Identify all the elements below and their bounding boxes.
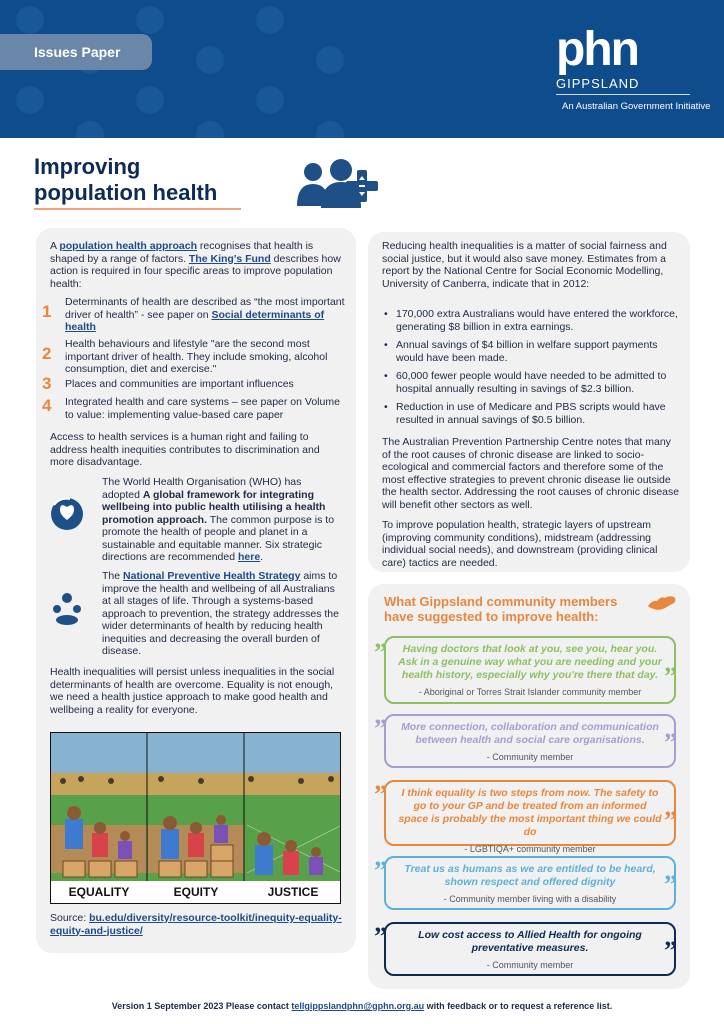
source-link[interactable]: bu.edu/diversity/resource-toolkit/inequity-equality-equity-and-justice/ — [50, 912, 342, 937]
title-line-1: Improving — [34, 154, 141, 179]
graphic-source: Source: bu.edu/diversity/resource-toolkit/inequity-equality-equity-and-justice/ — [50, 912, 342, 937]
phn-logo — [556, 23, 640, 91]
community-heading: What Gippsland community members have suggested to improve health: — [384, 594, 618, 624]
prevention-partnership-paragraph: The Australian Prevention Partnership Centre notes that many of the root causes of chronic disease are linked to socio-ecological and commercial factors and therefore some of the most effective strategies to prevent chronic disease lie outside the health sector. Addressing the root causes of chronic disease will benefit other sectors as well. — [382, 436, 680, 511]
nphs-paragraph: The National Preventive Health Strategy aims to improve the health and wellbeing of all Australians at all stages of life. Through a systems-based approach to prevention, the strategy addresses the wider determinants of health by reducing health inequities and decreasing the overall burden of disease. — [102, 570, 339, 657]
open-quote-icon: ” — [374, 922, 387, 951]
community-quote-4: Treat us as humans as we are entitled to be heard, shown respect and offered dignity - Community member living with a disability — [384, 856, 676, 910]
list-item: • Annual savings of $4 billion in welfare support payments would have been made. — [382, 339, 682, 364]
close-quote-icon: ” — [664, 662, 677, 691]
open-quote-icon: ” — [374, 780, 387, 809]
who-here-link[interactable]: here — [237, 551, 261, 563]
close-quote-icon: ” — [664, 936, 677, 965]
phn-logo-region: GIPPSLAND — [556, 76, 640, 91]
equality-label: EQUALITY — [68, 885, 130, 899]
list-item: • 60,000 fewer people would have needed to be admitted to hospital annually resulting in savings of $2.3 billion. — [382, 370, 682, 395]
area-number-1: 1 — [42, 302, 52, 321]
logo-divider — [556, 94, 690, 95]
community-quote-3: I think equality is two steps from now. The safety to go to your GP and be treated from an informed space is probably the most important thing we could do - LGBTIQA+ community member — [384, 780, 676, 846]
contact-email-link[interactable]: tellgippslandphn@gphn.org.au — [291, 1001, 425, 1011]
equity-label: EQUITY — [173, 885, 219, 899]
savings-list — [382, 308, 682, 432]
area-number-3: 3 — [42, 374, 52, 393]
title-line-2: population health — [34, 180, 218, 205]
logo-tagline: An Australian Government Initiative — [562, 101, 711, 112]
close-quote-icon: ” — [664, 728, 677, 757]
justice-label: JUSTICE — [267, 885, 319, 899]
phn-logo-word: phn — [556, 23, 638, 76]
strategic-layers-paragraph: To improve population health, strategic layers of upstream (improving community conditions), midstream (addressing individual social needs), and downstream (providing clinical care) tactics are needed. — [382, 519, 658, 569]
title-underline — [34, 208, 241, 210]
equality-equity-justice-graphic — [50, 732, 341, 904]
area-item-1: Determinants of health are described as “the most important driver of health” - see paper on Social determinants of health — [65, 296, 345, 333]
area-item-3: Places and communities are important influences — [65, 378, 294, 390]
community-quote-5: Low cost access to Allied Health for ongoing preventative measures. - Community member — [384, 922, 676, 976]
population-health-approach-link[interactable]: population health approach — [59, 240, 198, 252]
area-number-2: 2 — [42, 344, 52, 363]
gippsland-map-icon — [647, 594, 677, 614]
equality-equity-justice-illustration — [51, 733, 341, 904]
access-paragraph: Access to health services is a human right and failing to address health inequities contributes to discrimination and more disadvantage. — [50, 431, 320, 468]
area-item-2: Health behaviours and lifestyle "are the second most important driver of health. They include smoking, alcohol consumption, diet and exercise." — [65, 338, 328, 375]
national-preventive-health-strategy-link[interactable]: National Preventive Health Strategy — [123, 570, 301, 582]
list-item: • Reduction in use of Medicare and PBS scripts would have resulted in annual savings of $0.5 billion. — [382, 401, 682, 426]
page-title — [34, 154, 217, 206]
open-quote-icon: ” — [374, 714, 387, 743]
community-quote-1: Having doctors that look at you, see you, hear you. Ask in a genuine way what you are needing and your health history, especially why you're there that day. - Aboriginal or Torres Strait Islander community member — [384, 636, 676, 704]
people-icon — [50, 592, 84, 626]
close-quote-icon: ” — [664, 806, 677, 835]
who-paragraph: The World Health Organisation (WHO) has adopted A global framework for integrating wellbeing into public health utilising a health promotion approach. The common purpose is to promote the health of people and planet in a sustainable and equitable manner. Six strategic directions are recommended here. — [102, 476, 335, 563]
open-quote-icon: ” — [374, 856, 387, 885]
area-item-4: Integrated health and care systems – see paper on Volume to value: implementing value-based care paper — [65, 396, 340, 421]
kings-fund-link[interactable]: The King's Fund — [188, 252, 271, 265]
inequality-paragraph: Health inequalities will persist unless inequalities in the social determinants of health are overcome. Equality is not enough, we need a health justice approach to make good health and wellbeing a reality for everyone. — [50, 666, 335, 716]
population-health-icon — [295, 156, 389, 210]
close-quote-icon: ” — [664, 870, 677, 899]
page-header — [0, 0, 724, 138]
issues-paper-tab: Issues Paper — [0, 34, 152, 70]
who-globe-icon — [50, 497, 84, 531]
community-quote-2: More connection, collaboration and communication between health and social care organisations. - Community member — [384, 714, 676, 768]
intro-paragraph: A population health approach recognises that health is shaped by a range of factors. The King's Fund describes how action is required in four specific areas to improve population health: — [50, 240, 341, 290]
area-number-4: 4 — [42, 396, 52, 415]
savings-intro: Reducing health inequalities is a matter of social fairness and social justice, but it would also save money. Estimates from a report by the National Centre for Social Economic Modelling, University of Canberra, indicate that in 2012: — [382, 240, 667, 290]
open-quote-icon: ” — [374, 638, 387, 667]
page-footer: Version 1 September 2023 Please contact tellgippslandphn@gphn.org.au with feedback or to request a reference list. — [111, 1001, 613, 1011]
social-determinants-link[interactable]: Social determinants of health — [65, 308, 325, 333]
list-item: • 170,000 extra Australians would have entered the workforce, generating $8 billion in extra earnings. — [382, 308, 682, 333]
